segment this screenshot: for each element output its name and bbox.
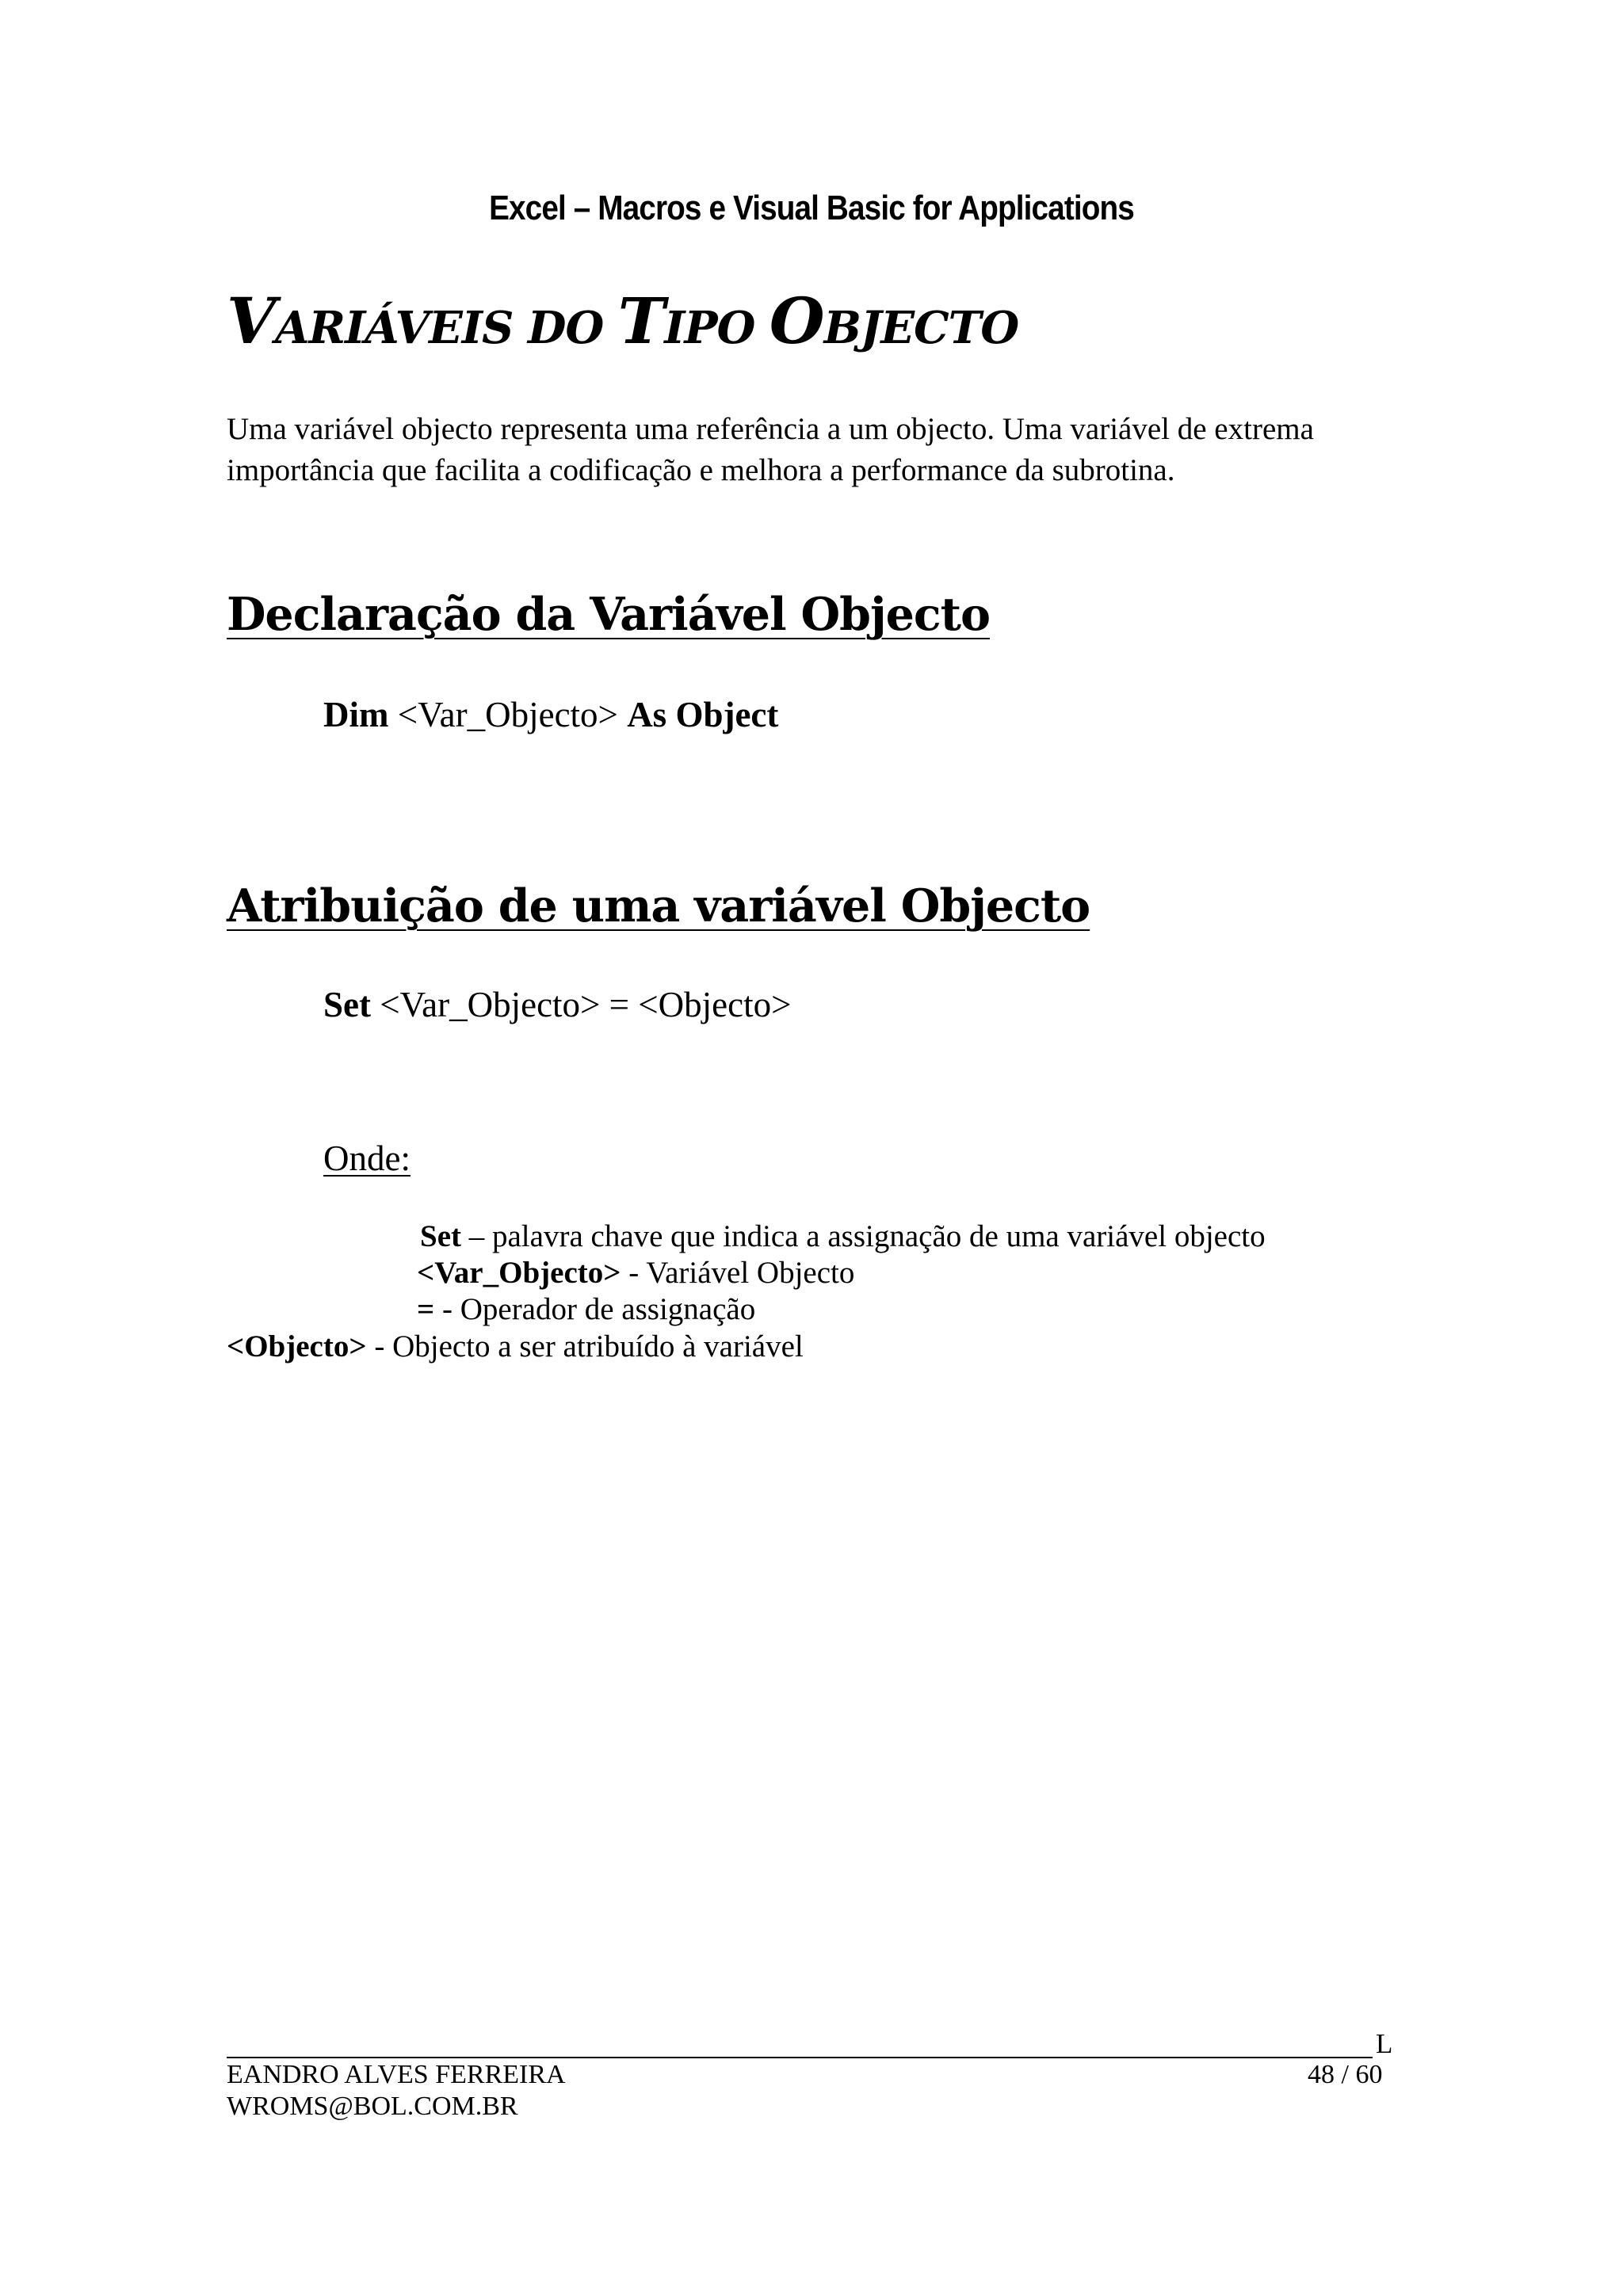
definition-desc: - Operador de assignação [434, 1292, 756, 1326]
footer-email: WROMS@BOL.COM.BR [227, 2092, 518, 2121]
definition-term: <Var_Objecto> [417, 1256, 621, 1290]
footer-letter: L [1376, 2028, 1393, 2059]
definition-var-objecto [417, 1255, 854, 1291]
assignment-syntax [323, 984, 792, 1025]
title-rest-2: IPO [664, 302, 769, 354]
running-header: Excel – Macros e Visual Basic for Applications [489, 189, 1134, 227]
where-label: Onde: [323, 1138, 411, 1178]
definition-objecto [227, 1329, 804, 1364]
definition-set [420, 1219, 1266, 1254]
definition-desc: - Variável Objecto [621, 1256, 855, 1290]
title-cap-2: T [617, 284, 665, 358]
page-title [227, 284, 1018, 358]
definition-term: <Objecto> [227, 1329, 367, 1363]
keyword-dim: Dim [323, 695, 389, 734]
keyword-set: Set [323, 985, 371, 1024]
footer-divider [227, 2057, 1373, 2058]
title-rest-3: BJECTO [823, 302, 1019, 354]
definition-term: = [417, 1292, 435, 1326]
definition-desc: - Objecto a ser atribuído à variável [366, 1329, 804, 1363]
definition-term: Set [420, 1219, 461, 1253]
definition-desc: – palavra chave que indica a assignação de uma variável objecto [461, 1219, 1266, 1253]
declaration-syntax [323, 694, 778, 735]
declaration-var: <Var_Objecto> [388, 695, 628, 734]
declaration-heading: Declaração da Variável Objecto [227, 588, 990, 641]
title-cap-3: O [769, 284, 824, 358]
footer-page-number: 48 / 60 [1308, 2060, 1383, 2089]
assignment-heading: Atribuição de uma variável Objecto [227, 879, 1090, 933]
title-cap-1: V [227, 284, 276, 358]
keyword-as-object: As Object [627, 695, 779, 734]
intro-paragraph: Uma variável objecto representa uma referência a um objecto. Uma variável de extrema importância que facilita a codificação e melhora a performance da subrotina. [227, 412, 1314, 487]
definition-equals [417, 1291, 755, 1327]
footer-author: EANDRO ALVES FERREIRA [227, 2060, 566, 2089]
title-rest-1: ARIÁVEIS DO [275, 302, 618, 354]
assignment-expr: <Var_Objecto> = <Objecto> [371, 985, 792, 1024]
